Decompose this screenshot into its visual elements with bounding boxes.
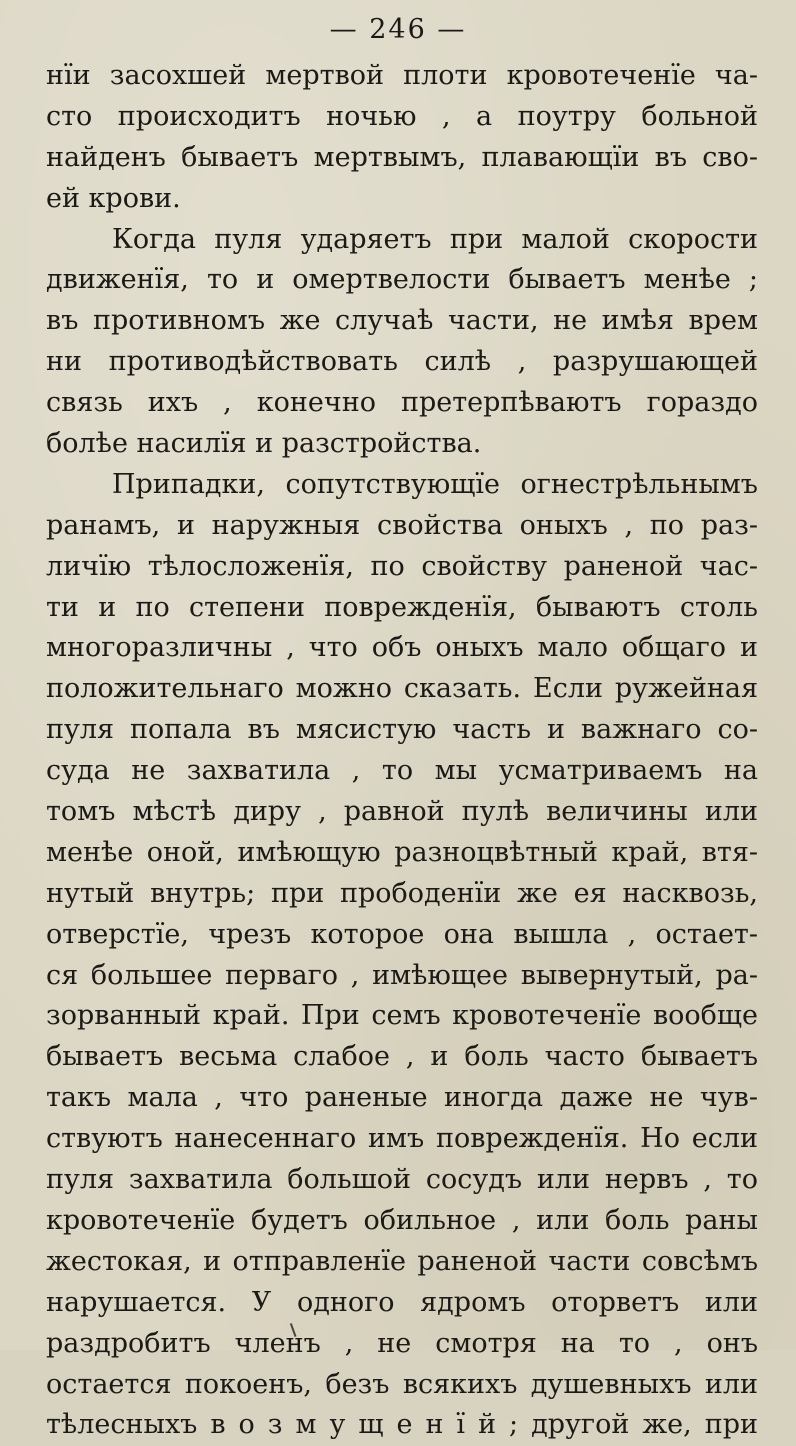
text-line: томъ мѣстѣ диру , равной пулѣ величины или	[46, 796, 758, 828]
text-line: въ противномъ же случаѣ части, не имѣя врем	[46, 305, 758, 337]
text-line: ранамъ, и наружныя свойства оныхъ , по раз-	[46, 509, 758, 541]
text-line: зорванный край. При семъ кровотеченїе вообще	[46, 1000, 758, 1032]
text-line: жестокая, и отправленїе раненой части совсѣмъ	[46, 1245, 758, 1277]
text-line: нїи засохшей мертвой плоти кровотеченїе ча-	[46, 60, 758, 91]
text-line: связь ихъ , конечно претерпѣваютъ гораздо	[46, 387, 758, 419]
text-line: найденъ бываетъ мертвымъ, плавающїи въ сво-	[46, 141, 758, 173]
text-line: пуля попала въ мясистую часть и важнаго со-	[46, 714, 758, 746]
text-line: нутый внутрь; при прободенїи же ея насквозь,	[46, 877, 758, 909]
text-line: менѣе оной, имѣющую разноцвѣтный край, втя-	[46, 836, 758, 868]
text-line: ствуютъ нанесеннаго имъ поврежденїя. Но если	[46, 1123, 758, 1155]
text-line: многоразличны , что объ оныхъ мало общаго и	[46, 632, 758, 664]
text-line: ся большее перваго , имѣющее вывернутый, ра-	[46, 959, 758, 991]
text-line: суда не захватила , то мы усматриваемъ на	[46, 755, 758, 787]
text-line: тѣлесныхъ в о з м у щ е н ї й ; другой же, при	[46, 1409, 758, 1441]
text-line: Припадки, сопутствующїе огнестрѣльнымъ	[112, 468, 758, 500]
text-line: положительнаго можно сказать. Если ружейная	[46, 673, 758, 705]
page-number: — 246 —	[329, 14, 467, 45]
text-line: пуля захватила большой сосудъ или нервъ , то	[46, 1164, 758, 1196]
body-text	[46, 56, 758, 1446]
text-line: бываетъ весьма слабое , и боль часто бываетъ	[46, 1041, 758, 1073]
text-line: личїю тѣлосложенїя, по свойству раненой час-	[46, 550, 758, 582]
text-line: ти и по степени поврежденїя, бываютъ столь	[46, 591, 758, 623]
text-line: остается покоенъ, безъ всякихъ душевныхъ или	[46, 1368, 758, 1400]
text-line: кровотеченїе будетъ обильное , или боль раны	[46, 1204, 758, 1236]
text-line: движенїя, то и омертвелости бываетъ менѣе ;	[46, 264, 758, 296]
text-line: болѣе насилїя и разстройства.	[46, 428, 482, 460]
text-line: ни противодѣйствовать силѣ , разрушающей	[46, 346, 758, 378]
text-line: ей крови.	[46, 182, 181, 214]
text-line: отверстїе, чрезъ которое она вышла , остает-	[46, 918, 758, 950]
text-line: такъ мала , что раненые иногда даже не чув-	[46, 1082, 758, 1114]
text-line: раздробитъ членъ , не смотря на то , онъ	[46, 1327, 758, 1359]
text-line: нарушается. У одного ядромъ оторветъ или	[46, 1286, 758, 1318]
text-line: сто происходитъ ночью , а поутру больной	[46, 100, 758, 132]
text-line: Когда пуля ударяетъ при малой скорости	[112, 223, 758, 255]
